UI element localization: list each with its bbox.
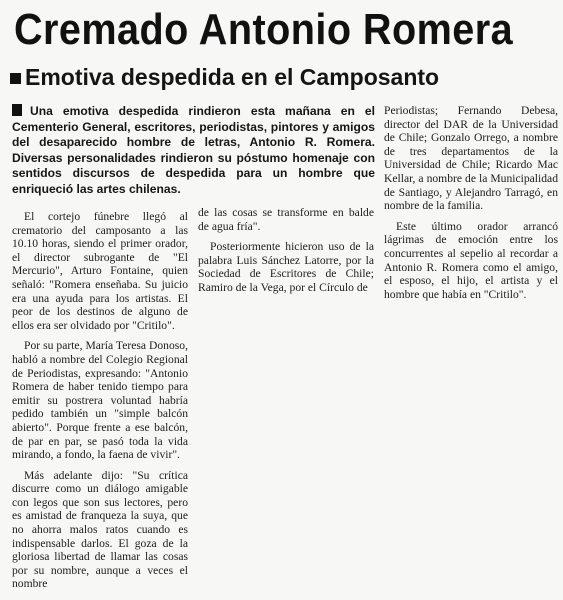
paragraph: El cortejo fúnebre llegó al crematorio del camposanto a las 10.10 horas, siendo el primer orador, el director subrogante de "El Mercurio", Arturo Fontaine, quien señaló: "Romera enseñaba. Su juicio era una ayuda para los artistas. El peor de los destinos de alguno de ellos era ser olvidado por "Critilo". [12, 210, 188, 332]
paragraph: de las cosas se transforme en balde de agua fría". [198, 206, 374, 233]
paragraph: Este último orador arrancó lágrimas de emoción entre los concurrentes al sepelio al recordar a Antonio R. Romera como el amigo, el esposo, el hijo, el artista y el hombre que había en "Critilo". [384, 219, 558, 301]
article-column-2 [198, 206, 374, 302]
paragraph: Posteriormente hicieron uso de la palabra Luis Sánchez Latorre, por la Sociedad de Escritores de Chile; Ramiro de la Vega, por el Círculo de [198, 240, 374, 294]
subheadline-text: Emotiva despedida en el Camposanto [25, 64, 440, 90]
lead-paragraph [12, 104, 375, 198]
article-column-1 [12, 210, 188, 598]
square-bullet-icon [10, 73, 21, 84]
paragraph: Por su parte, María Teresa Donoso, habló a nombre del Colegio Regional de Periodistas, expresando: "Antonio Romera de haber tenido tiempo para emitir su postrera voluntad habría pedido también un "simple balcón abierto". Porque frente a ese balcón, de par en par, se pasó toda la vida mirando, a fondo, la faena de vivir". [12, 339, 188, 462]
lead-text: Una emotiva despedida rindieron esta mañana en el Cementerio General, escritores, periodistas, pintores y amigos del desaparecido hombre de letras, Antonio R. Romera. Diversas personalidades rindieron su póstumo homenaje con sentidos discursos de despedida para un hombre que enriqueció las artes chilenas. [12, 104, 375, 196]
headline: Cremado Antonio Romera [14, 5, 514, 54]
paragraph: Periodistas; Fernando Debesa, director del DAR de la Universidad de Chile; Gonzalo Orrego, a nombre de tres departamentos de la Universidad de Chile; Ricardo Mac Kellar, a nombre de la Municipalidad de Santiago, y Alejandro Tarragó, en nombre de la familia. [384, 104, 558, 213]
paragraph-marker-icon [12, 104, 22, 116]
subheadline [10, 62, 558, 92]
article-column-3 [384, 104, 558, 308]
paragraph: Más adelante dijo: "Su crítica discurre como un diálogo amigable con legos que son sus lectores, pero es amistad de franqueza la suya, que no ahorra malos ratos cuando es indispensable darlos. El goza de la gloriosa libertad de llamar las cosas por su nombre, aunque a veces el nombre [12, 468, 188, 591]
